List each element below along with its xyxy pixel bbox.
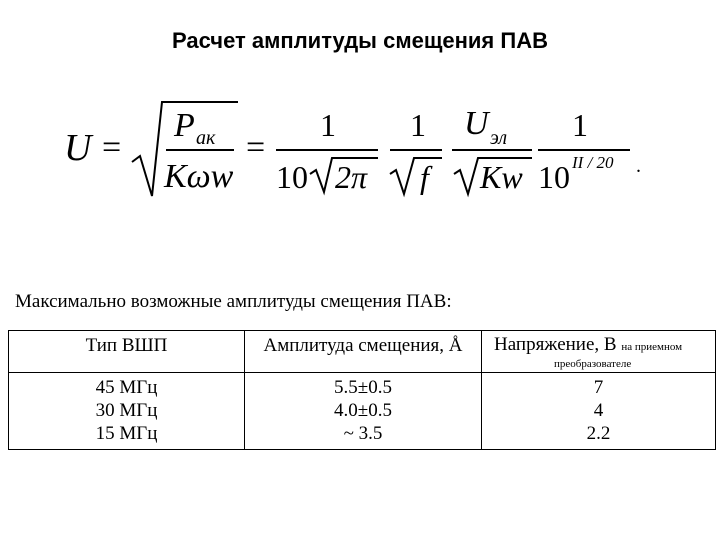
header-voltage-note-2: преобразователе (554, 358, 632, 370)
numerator-one-1: 1 (320, 107, 336, 143)
ten-factor-2: 10 (538, 159, 570, 195)
u-el-subscript: эл (490, 127, 508, 149)
table-row (9, 373, 716, 400)
two-pi: 2π (335, 159, 368, 195)
header-type: Тип ВШП (9, 331, 245, 373)
header-amplitude: Амплитуда смещения, Å (245, 331, 482, 373)
formula-equals-1: = (102, 129, 122, 166)
cell-amplitude: 4.0±0.5 (245, 399, 482, 422)
cell-voltage: 2.2 (482, 422, 716, 450)
cell-amplitude: ~ 3.5 (245, 422, 482, 450)
table-header-row (9, 331, 716, 373)
formula-lhs: U (64, 127, 92, 169)
numerator-one-2: 1 (410, 107, 426, 143)
cell-type: 45 МГц (9, 373, 245, 400)
header-voltage-label: Напряжение, В (494, 334, 617, 355)
amplitude-table (8, 330, 716, 450)
table-row (9, 422, 716, 450)
formula-period: . (636, 155, 641, 177)
header-voltage-note-1: на приемном (621, 341, 683, 353)
displacement-amplitude-formula (62, 92, 662, 202)
p-ak-subscript: ак (196, 127, 216, 149)
sqrt-sign-3 (390, 158, 442, 194)
exponent-ii-20: II / 20 (572, 153, 614, 172)
table-caption: Максимально возможные амплитуды смещения ПАВ: (15, 291, 452, 312)
ten-factor-1: 10 (276, 159, 308, 195)
cell-amplitude: 5.5±0.5 (245, 373, 482, 400)
u-el-symbol: U (464, 105, 489, 142)
numerator-one-3: 1 (572, 107, 588, 143)
kw-symbol: Kw (480, 159, 523, 195)
f-symbol: f (420, 159, 429, 195)
header-voltage (482, 331, 716, 373)
slide-title: Расчет амплитуды смещения ПАВ (172, 28, 548, 53)
table-row (9, 399, 716, 422)
p-ak-symbol: P (174, 107, 195, 144)
formula-equals-2: = (246, 129, 266, 166)
k-omega-w: Kωw (164, 158, 234, 195)
cell-type: 30 МГц (9, 399, 245, 422)
cell-voltage: 4 (482, 399, 716, 422)
cell-voltage: 7 (482, 373, 716, 400)
cell-type: 15 МГц (9, 422, 245, 450)
